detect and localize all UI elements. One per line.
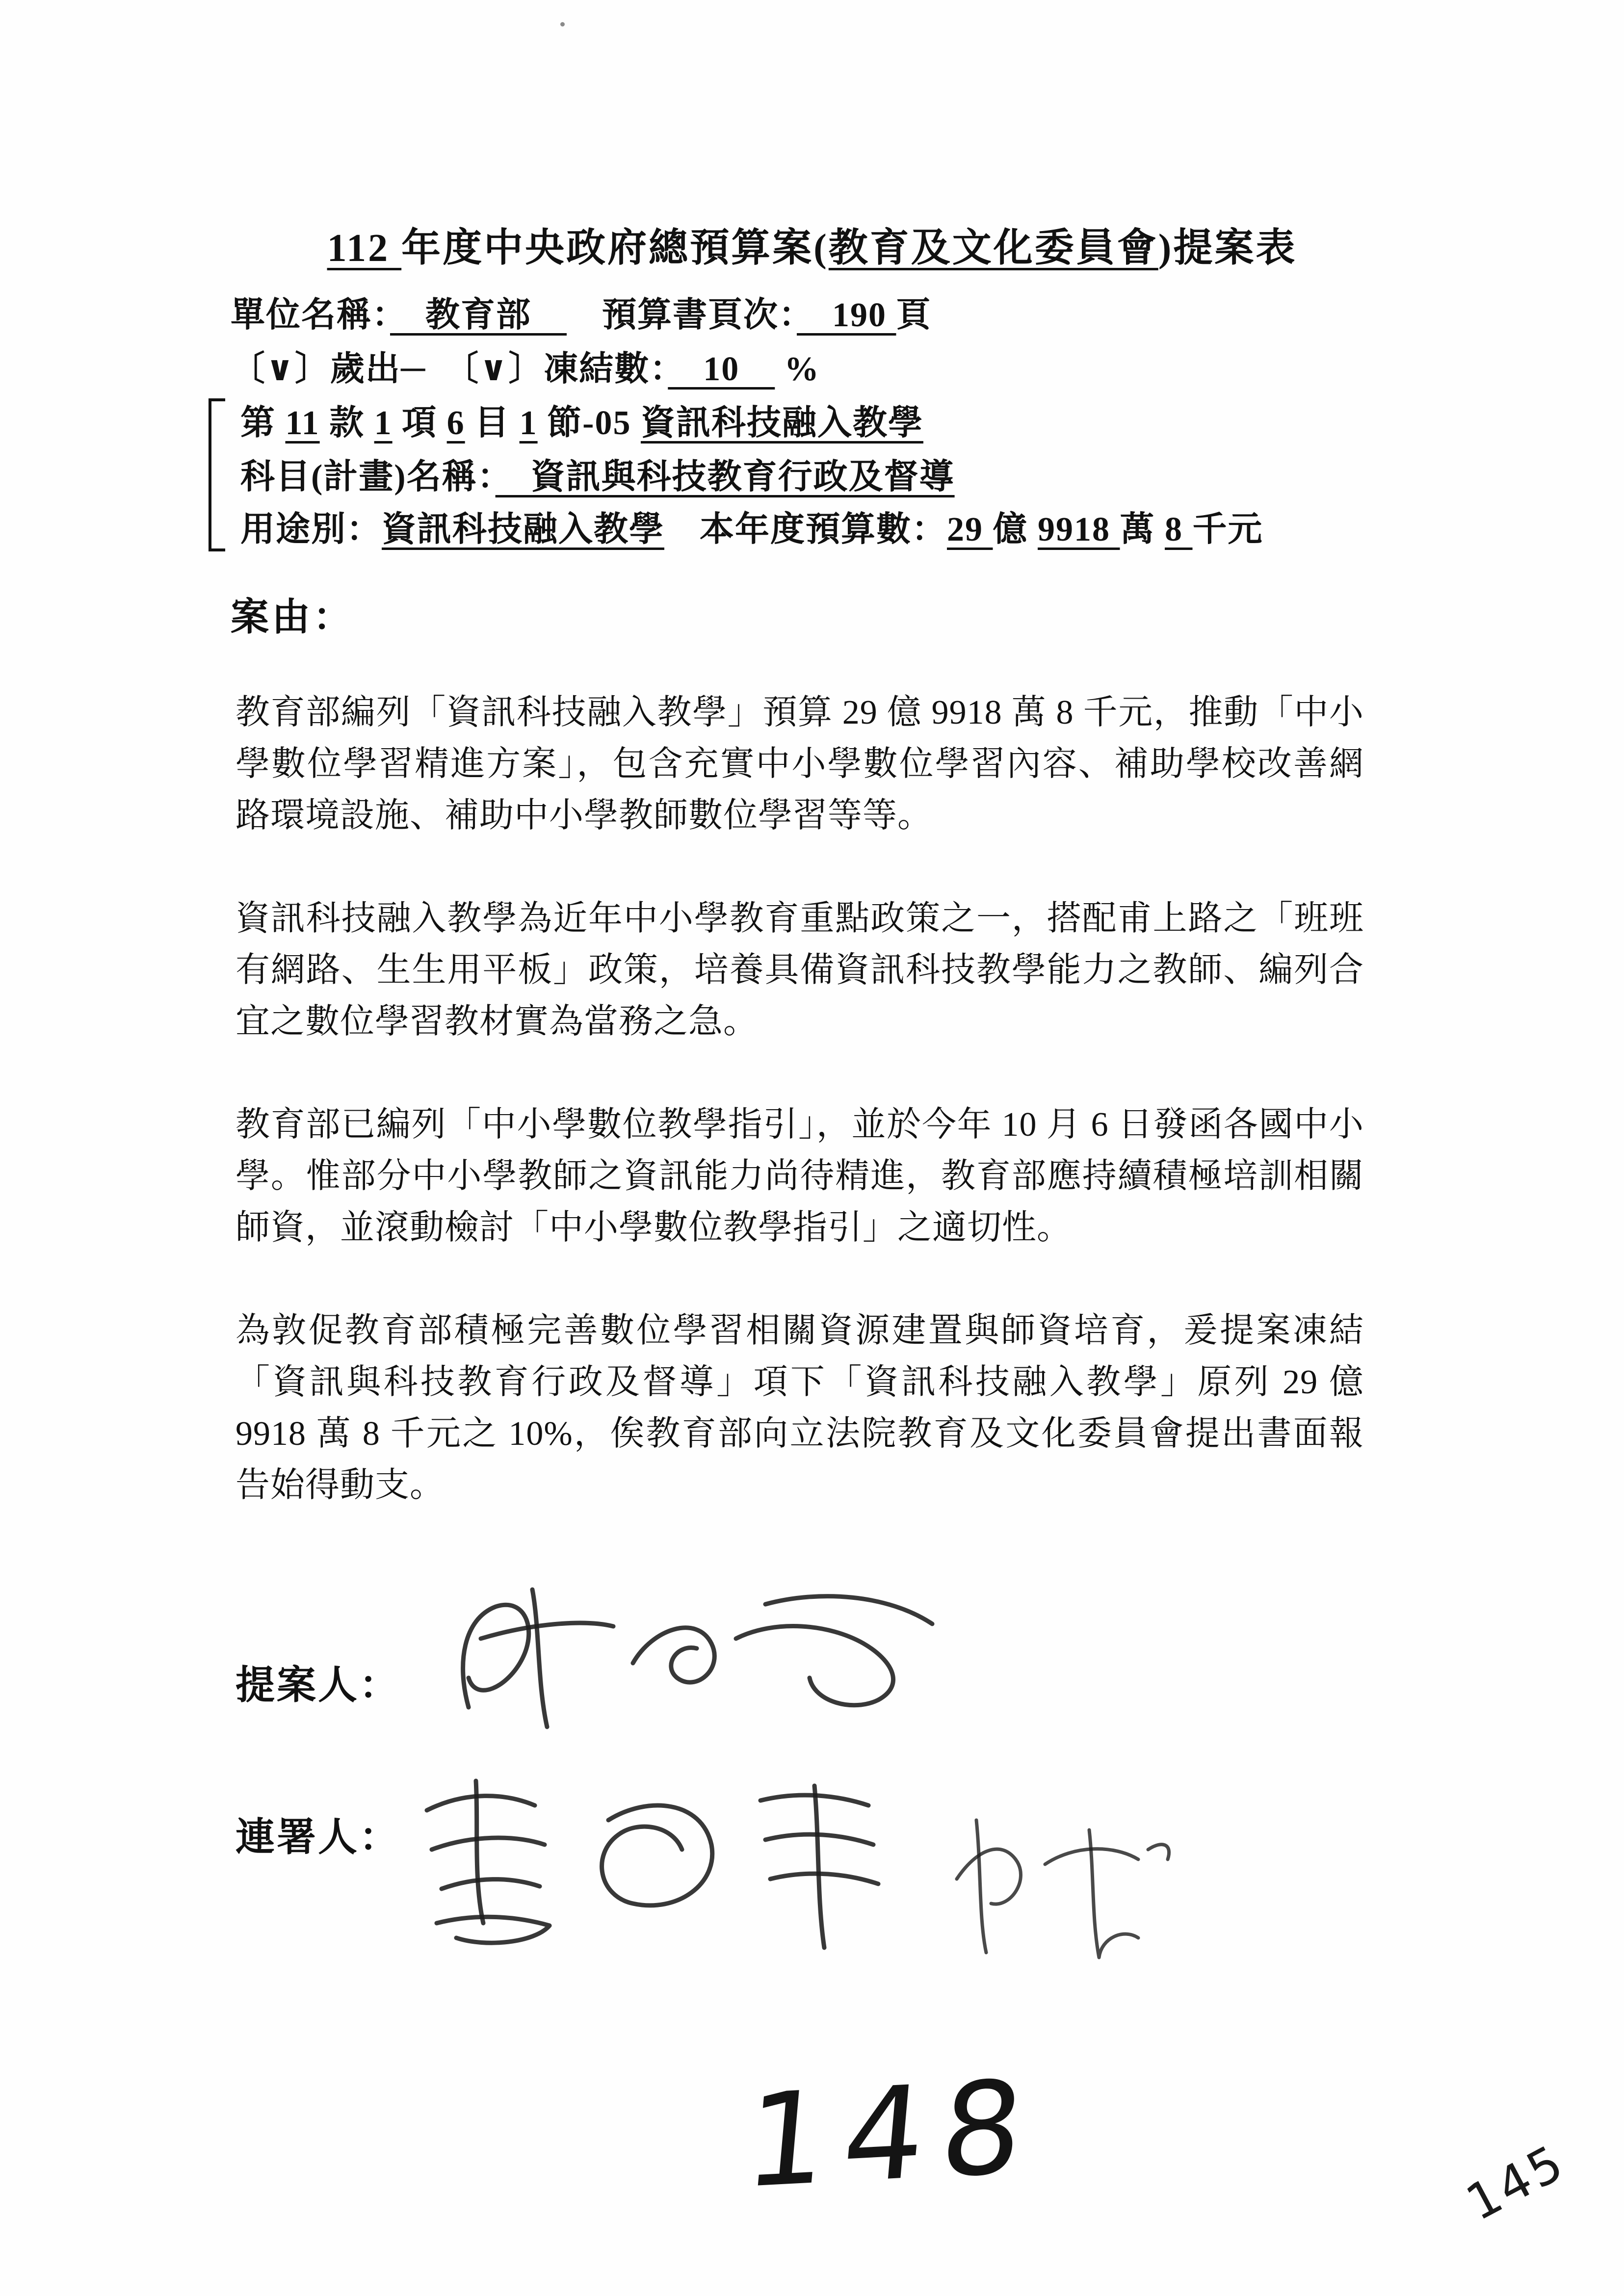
- text-segment: 款: [319, 404, 374, 442]
- paragraph-4: 為敦促教育部積極完善數位學習相關資源建置與師資培育，爰提案凍結「資訊與科技教育行政及督導」項下「資訊科技融入教學」原列 29 億 9918 萬 8 千元之 10%，俟教育部向立法院教育及文化委員會提出書面報告始得動支。: [236, 1312, 1364, 1504]
- text-segment: 項: [392, 404, 447, 442]
- grouping-bracket: [209, 398, 225, 551]
- text-segment: 用途別：: [240, 511, 382, 548]
- scan-artifact-dot: [560, 22, 565, 26]
- proposer-label: 提案人：: [236, 1664, 400, 1707]
- cosigner-label: 連署人：: [236, 1816, 400, 1859]
- text-segment: 1: [519, 404, 538, 442]
- cosigner-signature-2: [917, 1791, 1182, 1967]
- text-segment: 8: [1165, 511, 1193, 548]
- text-segment: 教育部: [390, 296, 567, 334]
- text-segment: 億: [993, 511, 1038, 548]
- text-segment: 112: [327, 227, 402, 270]
- text-segment: 目: [465, 404, 520, 442]
- text-segment: 本年度預算數：: [664, 511, 947, 548]
- paragraph-1: 教育部編列「資訊科技融入教學」預算 29 億 9918 萬 8 千元，推動「中小學數位學習精進方案」，包含充實中小學數位學習內容、補助學校改善網路環境設施、補助中小學教師數位學習等等。: [236, 694, 1364, 835]
- field-usage-and-annual-budget: [240, 501, 1263, 551]
- text-segment: 資訊科技融入教學: [640, 404, 923, 442]
- text-segment: %: [775, 350, 820, 388]
- text-segment: 第: [240, 404, 286, 442]
- text-segment: 9918: [1038, 511, 1120, 548]
- handwritten-page-number-center: 148: [739, 2052, 1046, 2217]
- text-segment: 節-05: [537, 404, 641, 442]
- text-segment: 〔∨〕歲出─ 〔∨〕凍結數：: [231, 350, 668, 388]
- text-segment: 10: [668, 350, 775, 388]
- cosigner-signature-1: [388, 1751, 903, 1957]
- text-segment: 1: [374, 404, 393, 442]
- text-segment: 頁: [896, 296, 932, 334]
- text-segment: 11: [285, 404, 320, 442]
- field-expenditure-freeze-checkboxes: [231, 341, 820, 391]
- text-segment: 萬: [1120, 511, 1165, 548]
- field-unit-name-and-budget-page: [231, 287, 932, 337]
- field-budget-item-numbers: [240, 395, 923, 444]
- text-segment: 單位名稱：: [231, 296, 390, 334]
- case-reason-heading: 案由：: [231, 596, 355, 638]
- text-segment: )提案表: [1158, 227, 1297, 270]
- handwritten-page-number-corner: 145: [1457, 2133, 1575, 2232]
- paragraph-3: 教育部已編列「中小學數位教學指引」，並於今年 10 月 6 日發函各國中小學。惟部分中小學教師之資訊能力尚待精進，教育部應持續積極培訓相關師資，並滾動檢討「中小學數位教學指引」之適切性。: [236, 1106, 1364, 1247]
- text-segment: 6: [446, 404, 465, 442]
- text-segment: 科目(計畫)名稱：: [240, 458, 496, 496]
- text-segment: 年度中央政府總預算案(: [401, 227, 829, 270]
- text-segment: 教育及文化委員會: [828, 227, 1158, 270]
- text-segment: 預算書頁次：: [567, 296, 797, 334]
- text-segment: 資訊與科技教育行政及督導: [495, 458, 955, 496]
- text-segment: 千元: [1192, 511, 1263, 548]
- text-segment: 資訊科技融入教學: [382, 511, 664, 548]
- text-segment: 190: [797, 296, 896, 334]
- proposer-signature: [422, 1560, 962, 1747]
- paragraph-2: 資訊科技融入教學為近年中小學教育重點政策之一，搭配甫上路之「班班有網路、生生用平板」政策，培養具備資訊科技教學能力之教師、編列合宜之數位學習教材實為當務之急。: [236, 900, 1364, 1041]
- field-subject-plan-name: [240, 449, 955, 498]
- text-segment: 29: [947, 511, 993, 548]
- document-title: [0, 216, 1624, 272]
